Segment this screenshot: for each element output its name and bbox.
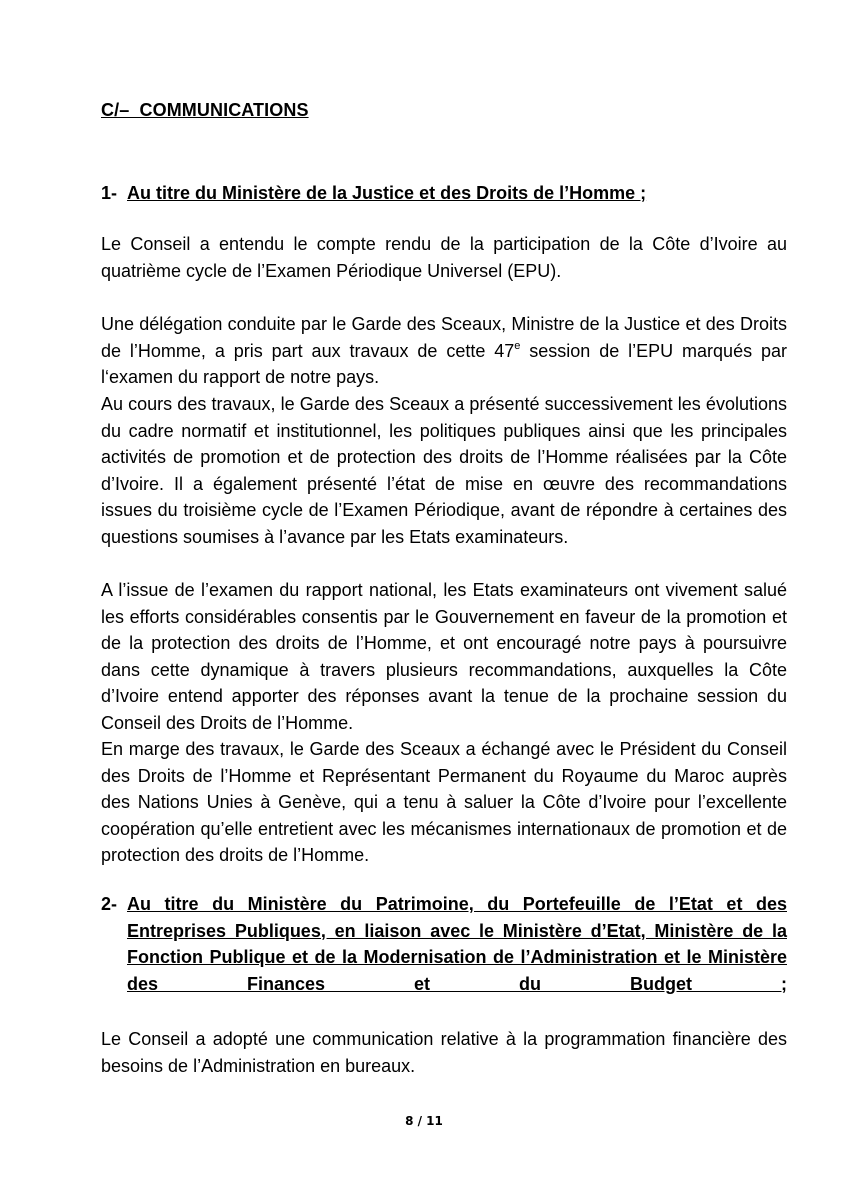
paragraph-examen: A l’issue de l’examen du rapport national, les Etats examinateurs ont vivement salué les efforts considérables consentis par le Gouvernement en faveur de la promotion et de la protection des droits de l’Homme, et ont encouragé notre pays à poursuivre dans cette dynamique à travers plusieurs recommandations, auxquelles la Côte d’Ivoire entend apporter des réponses avant la tenue de la prochaine session du Conseil des Droits de l’Homme. (101, 580, 787, 733)
delegation-text-end: session de l’EPU marqués par l‘examen du rapport de notre pays. (101, 340, 787, 388)
item-heading-justice (101, 180, 787, 207)
paragraph-programmation: Le Conseil a adopté une communication relative à la programmation financière des besoins de l’Administration en bureaux. (101, 1029, 787, 1076)
item-heading-text: Au titre du Ministère de la Justice et des Droits de l’Homme ; (127, 183, 647, 203)
page-number: 8 / 11 (405, 1114, 443, 1128)
item-number: 1- (101, 183, 118, 203)
item-heading-text: Au titre du Ministère du Patrimoine, du Portefeuille de l’Etat et des Entreprises Publiques, en liaison avec le Ministère d’Etat, Ministère de la Fonction Publique et de la Modernisation de l’Administration et le Ministère des Finances et du Budget ; (127, 894, 787, 994)
item-heading-patrimoine (101, 891, 787, 997)
paragraph-compte-rendu: Le Conseil a entendu le compte rendu de la participation de la Côte d’Ivoire au quatrième cycle de l’Examen Périodique Universel (EPU). (101, 234, 787, 281)
paragraph-marge: En marge des travaux, le Garde des Sceaux a échangé avec le Président du Conseil des Droits de l’Homme et Représentant Permanent du Royaume du Maroc auprès des Nations Unies à Genève, qui a tenu à saluer la Côte d’Ivoire pour l’excellente coopération qu’elle entretient avec les mécanismes internationaux de promotion et de protection des droits de l’Homme. (101, 739, 787, 866)
section-title: C/– COMMUNICATIONS (101, 100, 309, 120)
ordinal-superscript: e (514, 339, 521, 352)
item-number: 2- (101, 894, 118, 914)
paragraph-travaux: Au cours des travaux, le Garde des Sceaux a présenté successivement les évolutions du cadre normatif et institutionnel, les politiques publiques ainsi que les principales activités de promotion et de protection des droits de l’Homme réalisées par la Côte d’Ivoire. Il a également présenté l’état de mise en œuvre des recommandations issues du troisième cycle de l’Examen Périodique, avant de répondre à certaines des questions soumises à l’avance par les Etats examinateurs. (101, 394, 787, 547)
paragraph-delegation (101, 311, 787, 391)
delegation-text: Une délégation conduite par le Garde des Sceaux, Ministre de la Justice et des Droits de l’Homme, a pris part aux travaux de cette 47 (101, 314, 787, 361)
